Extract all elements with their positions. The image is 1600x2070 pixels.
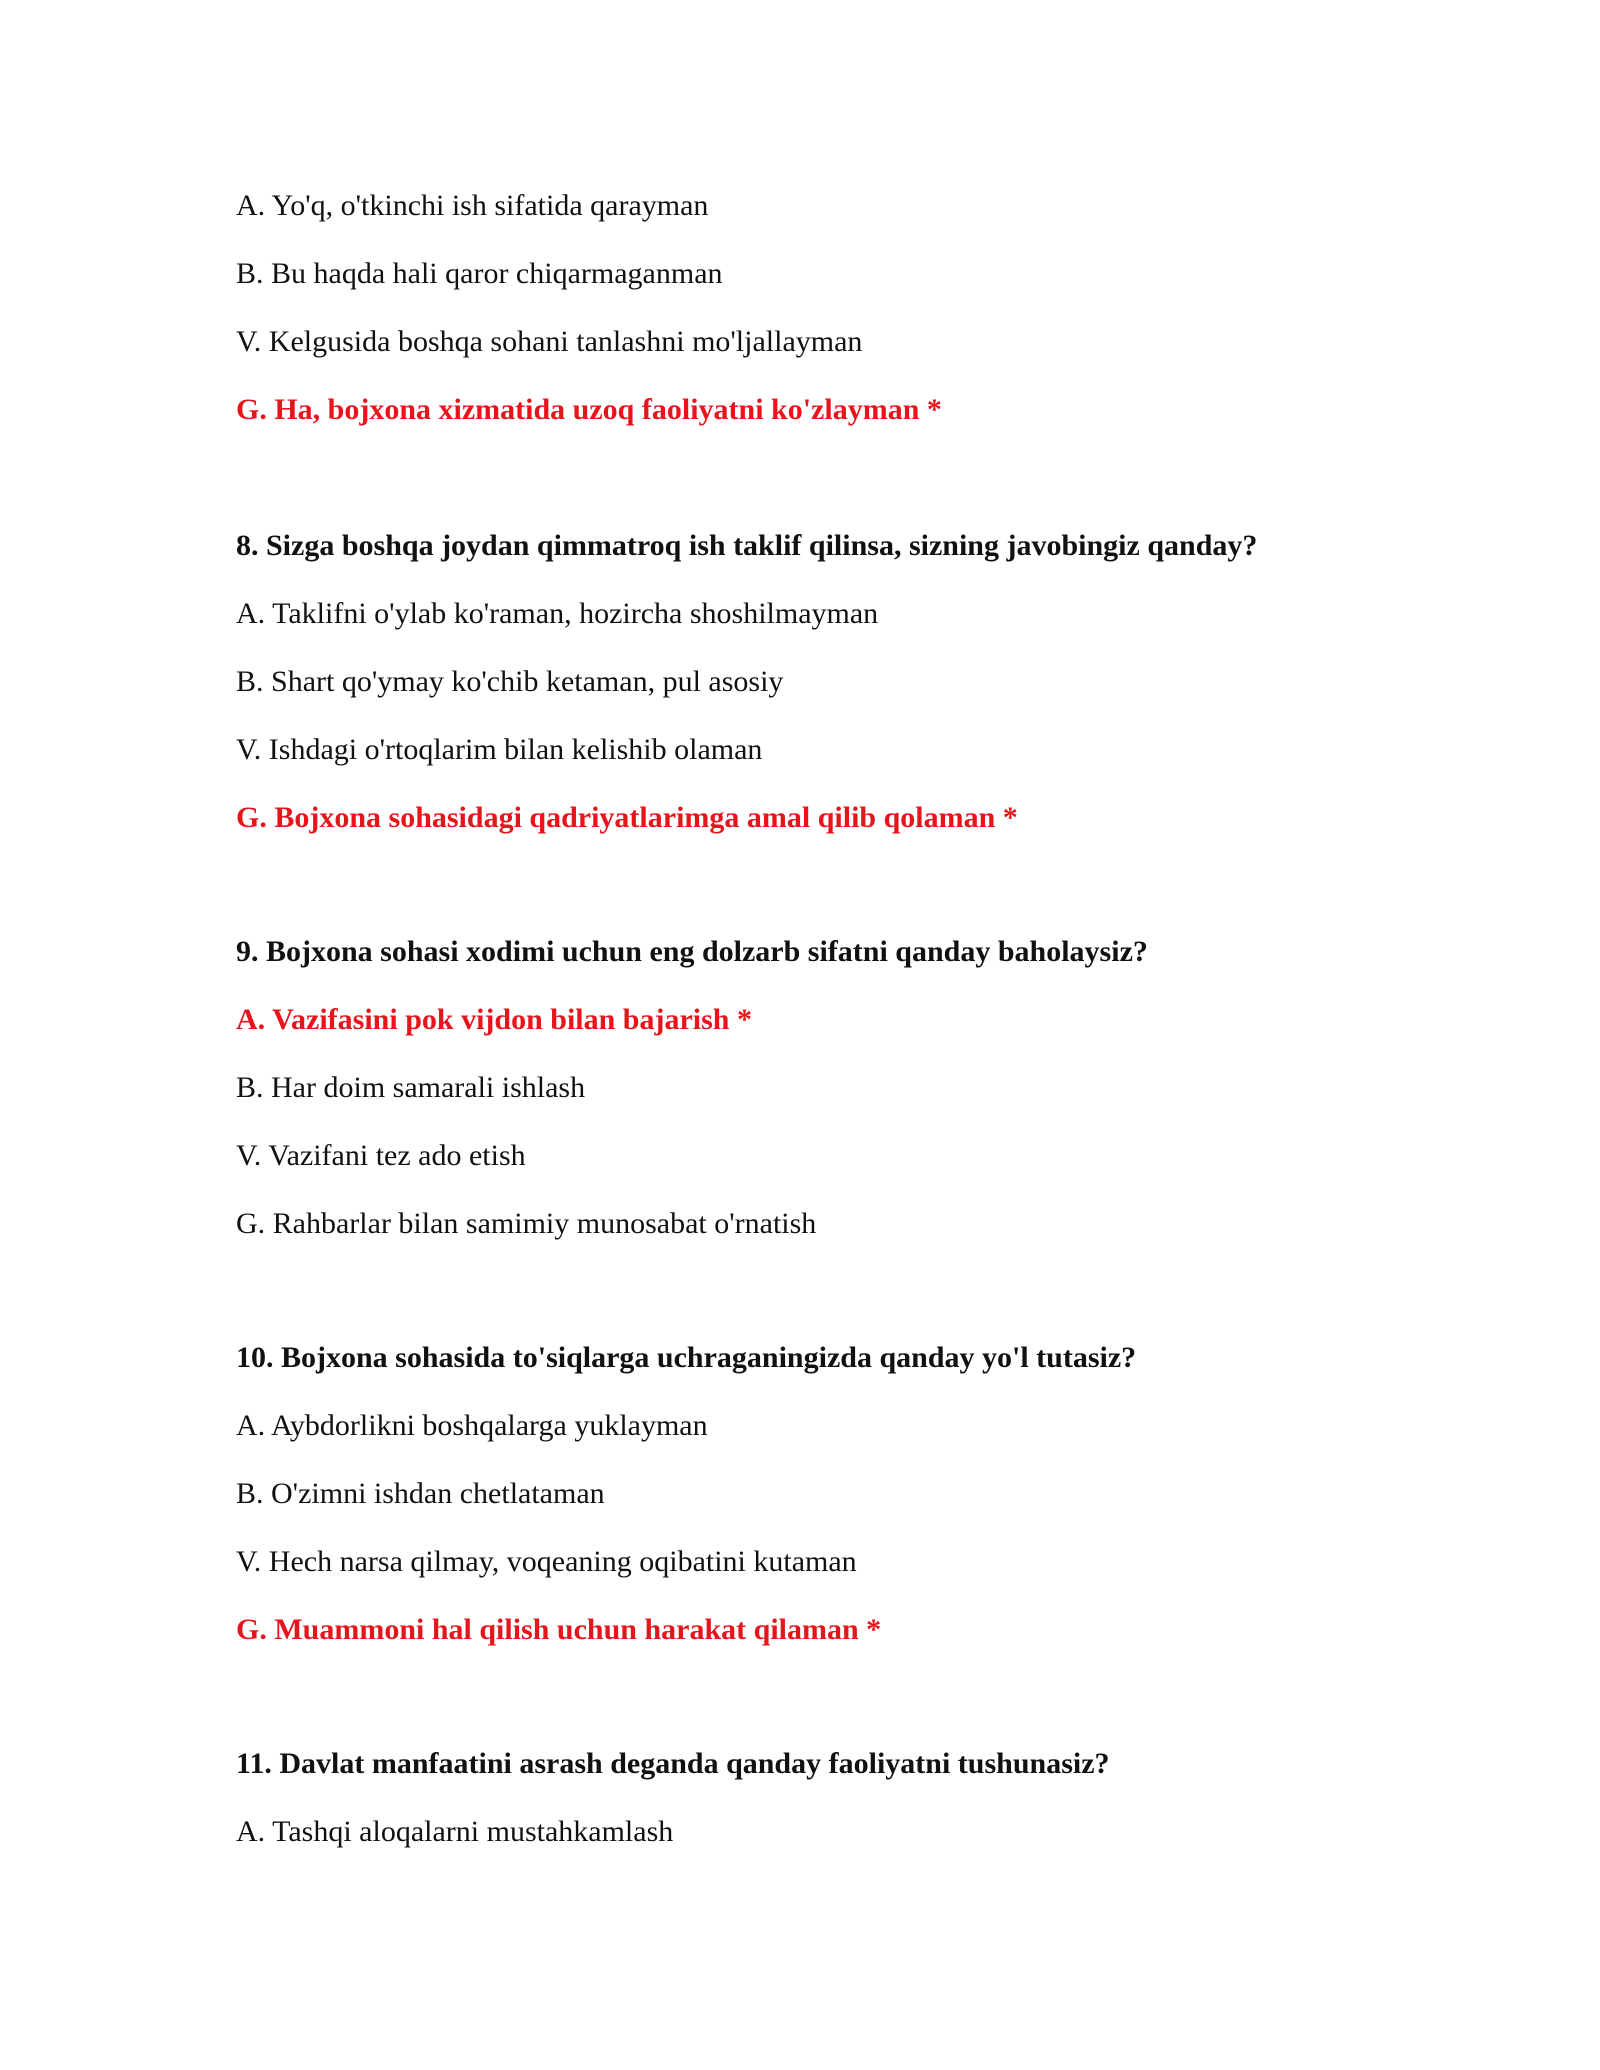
- option-7a: A. Yo'q, o'tkinchi ish sifatida qarayman: [236, 189, 709, 222]
- option-10b: B. O'zimni ishdan chetlataman: [236, 1477, 605, 1510]
- option-9v: V. Vazifani tez ado etish: [236, 1139, 526, 1172]
- option-11a: A. Tashqi aloqalarni mustahkamlash: [236, 1815, 674, 1848]
- option-8v: V. Ishdagi o'rtoqlarim bilan kelishib olaman: [236, 733, 763, 766]
- correct-option-7g: G. Ha, bojxona xizmatida uzoq faoliyatni ko'zlayman *: [236, 393, 942, 426]
- correct-option-10g: G. Muammoni hal qilish uchun harakat qilaman *: [236, 1613, 882, 1646]
- question-9: 9. Bojxona sohasi xodimi uchun eng dolzarb sifatni qanday baholaysiz?: [236, 935, 1148, 968]
- option-7b: B. Bu haqda hali qaror chiqarmaganman: [236, 257, 723, 290]
- question-8: 8. Sizga boshqa joydan qimmatroq ish taklif qilinsa, sizning javobingiz qanday?: [236, 529, 1258, 562]
- correct-option-9a: A. Vazifasini pok vijdon bilan bajarish *: [236, 1003, 752, 1036]
- option-10v: V. Hech narsa qilmay, voqeaning oqibatini kutaman: [236, 1545, 857, 1578]
- option-8b: B. Shart qo'ymay ko'chib ketaman, pul asosiy: [236, 665, 784, 698]
- option-8a: A. Taklifni o'ylab ko'raman, hozircha shoshilmayman: [236, 597, 879, 630]
- question-11: 11. Davlat manfaatini asrash deganda qanday faoliyatni tushunasiz?: [236, 1747, 1110, 1780]
- option-9g: G. Rahbarlar bilan samimiy munosabat o'rnatish: [236, 1207, 817, 1240]
- option-10a: A. Aybdorlikni boshqalarga yuklayman: [236, 1409, 708, 1442]
- option-7v: V. Kelgusida boshqa sohani tanlashni mo'ljallayman: [236, 325, 863, 358]
- option-9b: B. Har doim samarali ishlash: [236, 1071, 586, 1104]
- question-10: 10. Bojxona sohasida to'siqlarga uchraganingizda qanday yo'l tutasiz?: [236, 1341, 1137, 1374]
- correct-option-8g: G. Bojxona sohasidagi qadriyatlarimga amal qilib qolaman *: [236, 801, 1018, 834]
